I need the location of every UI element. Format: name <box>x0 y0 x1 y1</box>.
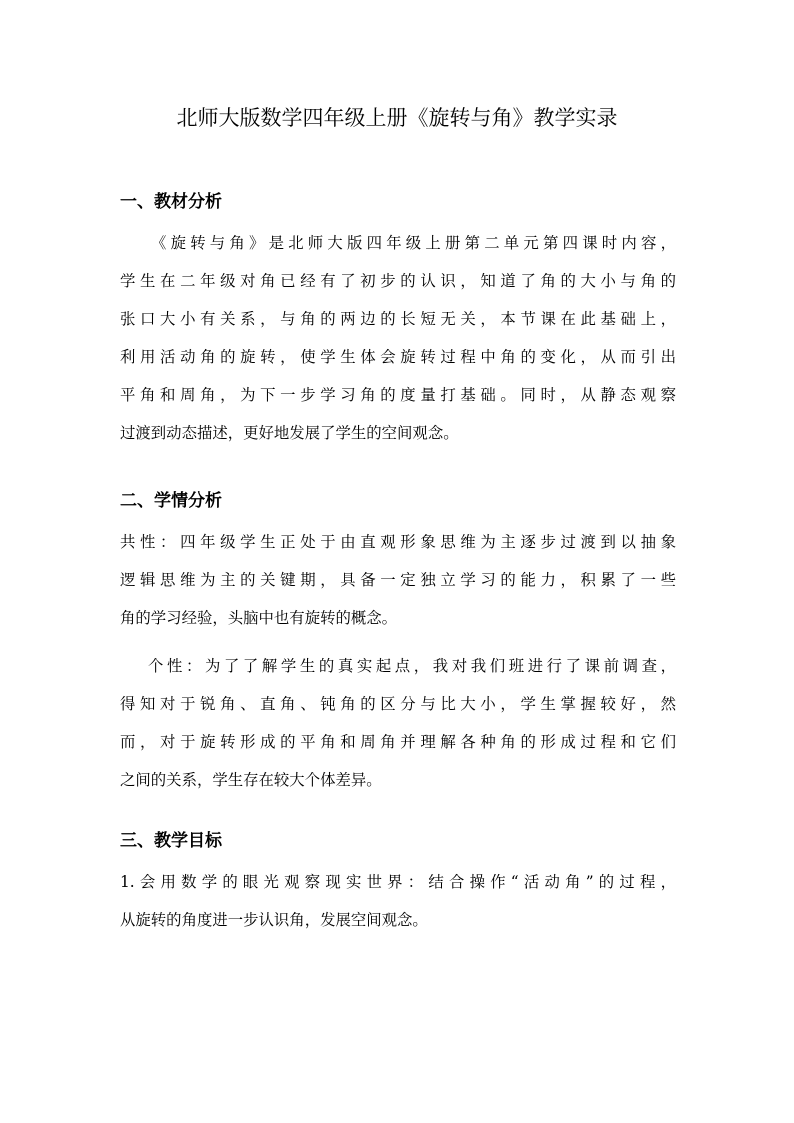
paragraph-individuality <box>120 647 676 799</box>
paragraph-line: 过渡到动态描述，更好地发展了学生的空间观念。 <box>120 424 459 442</box>
paragraph-line: 学生在二年级对角已经有了初步的认识，知道了角的大小与角的 <box>120 272 676 290</box>
paragraph-line: 逻辑思维为主的关键期，具备一定独立学习的能力，积累了一些 <box>120 571 676 589</box>
section-heading-textbook-analysis: 一、教材分析 <box>120 192 222 212</box>
section-heading-learner-analysis: 二、学情分析 <box>120 491 222 511</box>
paragraph-line: 而，对于旋转形成的平角和周角并理解各种角的形成过程和它们 <box>120 733 676 751</box>
paragraph-line: 角的学习经验，头脑中也有旋转的概念。 <box>120 609 398 627</box>
paragraph-line: 利用活动角的旋转，使学生体会旋转过程中角的变化，从而引出 <box>120 348 676 366</box>
paragraph-line: 张口大小有关系，与角的两边的长短无关，本节课在此基础上， <box>120 310 676 328</box>
paragraph-line: 从旋转的角度进一步认识角，发展空间观念。 <box>120 911 428 929</box>
paragraph-commonality <box>120 523 676 637</box>
section-heading-teaching-objectives: 三、教学目标 <box>120 831 222 851</box>
paragraph-line: 平角和周角，为下一步学习角的度量打基础。同时，从静态观察 <box>120 386 676 404</box>
paragraph-line: 1.会用数学的眼光观察现实世界：结合操作“活动角”的过程， <box>120 873 676 891</box>
paragraph-textbook-analysis <box>120 224 676 452</box>
paragraph-line: 之间的关系，学生存在较大个体差异。 <box>120 771 382 789</box>
paragraph-line: 个性：为了了解学生的真实起点，我对我们班进行了课前调查， <box>148 657 676 675</box>
paragraph-objective-1 <box>120 863 676 939</box>
paragraph-line: 得知对于锐角、直角、钝角的区分与比大小，学生掌握较好，然 <box>120 695 676 713</box>
document-title: 北师大版数学四年级上册《旋转与角》教学实录 <box>176 106 618 130</box>
paragraph-line: 共性：四年级学生正处于由直观形象思维为主逐步过渡到以抽象 <box>120 533 676 551</box>
paragraph-line: 《旋转与角》是北师大版四年级上册第二单元第四课时内容， <box>151 234 676 252</box>
